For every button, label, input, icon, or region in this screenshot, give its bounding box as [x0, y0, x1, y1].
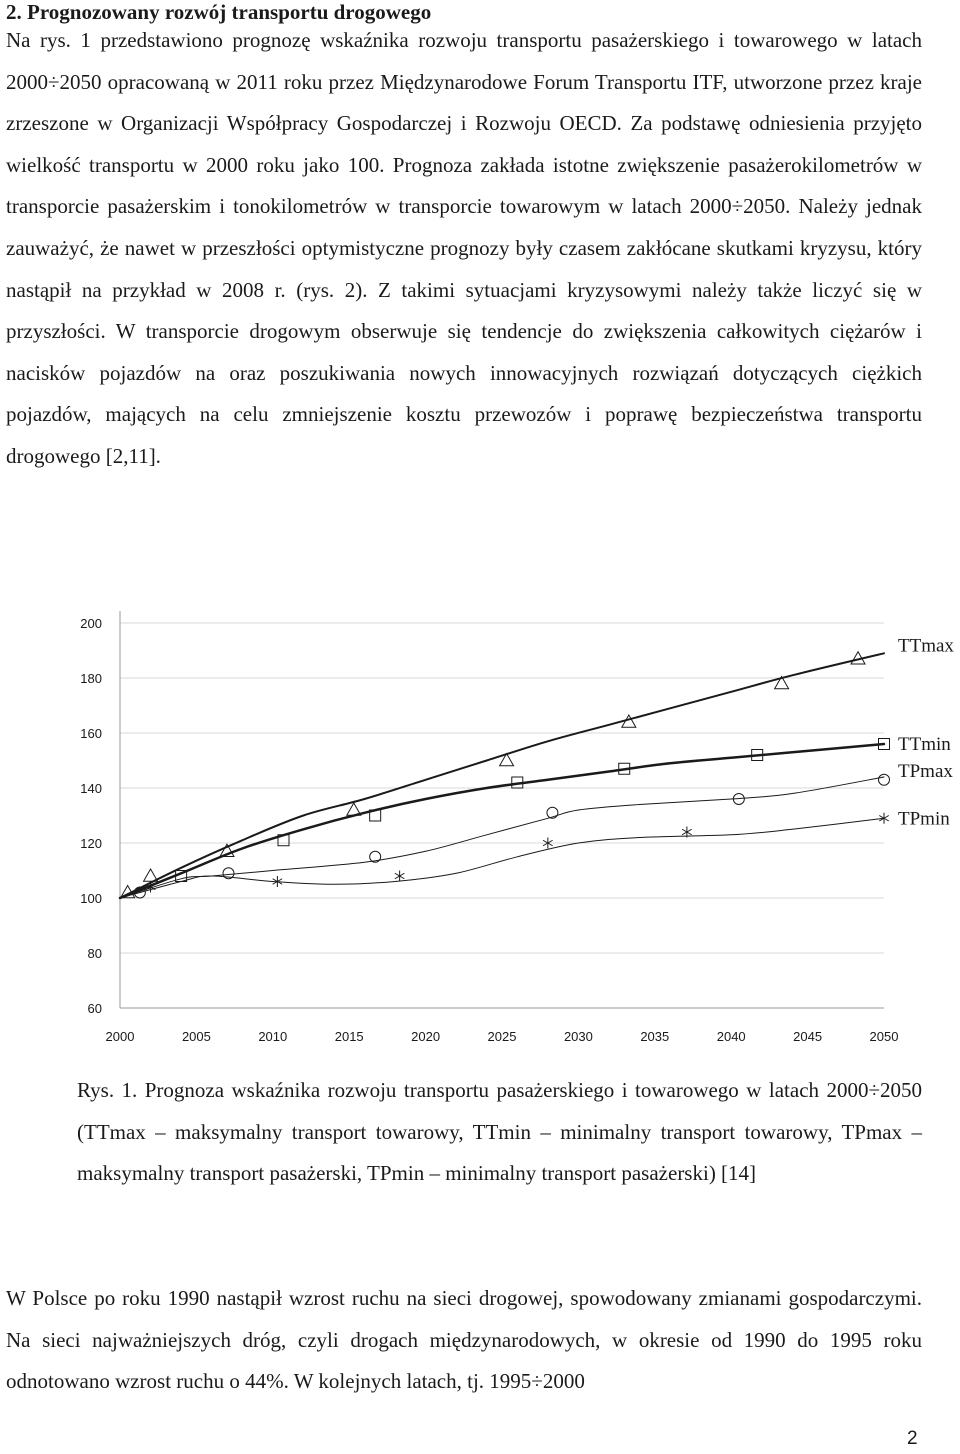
series-label-ttmax: TTmax [898, 635, 954, 657]
series-label-ttmin: TTmin [898, 734, 951, 755]
chart-labels [80, 616, 954, 1044]
x-tick-label-2040: 2040 [716, 1029, 746, 1044]
marker-tpmin-2 [395, 871, 405, 882]
x-tick-label-2035: 2035 [640, 1029, 670, 1044]
forecast-chart [0, 590, 960, 1060]
chart-series [120, 653, 884, 898]
x-tick-label-2005: 2005 [181, 1029, 211, 1044]
chart-canvas [0, 590, 960, 1060]
y-tick-label-100: 100 [80, 891, 102, 906]
body-paragraph: W Polsce po roku 1990 nastąpił wzrost ruchu na sieci drogowej, spowodowany zmianami gospodarczymi. Na sieci najważniejszych dróg, czyli drogach międzynarodowych, w okresie od 1990 do 1995 roku odnotowano wzrost ruchu o 44%. W kolejnych latach, tj. 1995÷2000 [6, 1286, 922, 1394]
y-tick-label-60: 60 [87, 1001, 102, 1016]
x-tick-label-2025: 2025 [487, 1029, 517, 1044]
series-line-tpmax [120, 777, 884, 898]
series-line-ttmin [120, 744, 884, 898]
chart-grid [120, 623, 884, 953]
y-tick-label-140: 140 [80, 781, 102, 796]
section-heading: 2. Prognozowany rozwój transportu drogowego [6, 0, 432, 24]
figure-caption: Rys. 1. Prognoza wskaźnika rozwoju transportu pasażerskiego i towarowego w latach 2000÷2050 (TTmax – maksymalny transport towarowy, TTmin – minimalny transport towarowy, TPmax – maksymalny transport pasażerski, TPmin – minimalny transport pasażerski) [14] [77, 1078, 922, 1185]
x-tick-label-2045: 2045 [793, 1029, 823, 1044]
intro-paragraph: Na rys. 1 przedstawiono prognozę wskaźnika rozwoju transportu pasażerskiego i towarowego w latach 2000÷2050 opracowaną w 2011 roku przez Międzynarodowe Forum Transportu ITF, utworzone przez kraje zrzeszone w Organizacji Współpracy Gospodarczej i Rozwoju OECD. Za podstawę odniesienia przyjęto wielkość transportu w 2000 roku jako 100. Prognoza zakłada istotne zwiększenie pasażerokilometrów w transporcie pasażerskim i tonokilometrów w transporcie towarowym w latach 2000÷2050. Należy jednak zauważyć, że nawet w przeszłości optymistyczne prognozy były czasem zakłócane skutkami kryzysu, który nastąpił na przykład w 2008 r. (rys. 2). Z takimi sytuacjami kryzysowymi należy także liczyć się w przyszłości. W transporcie drogowym obserwuje się tendencje do zwiększenia całkowitych ciężarów i nacisków pojazdów na oraz poszukiwania nowych innowacyjnych rozwiązań dotyczących ciężkich pojazdów, mających na celu zmniejszenie kosztu przewozów i poprawę bezpieczeństwa transportu drogowego [2,11]. [6, 28, 922, 468]
x-tick-label-2000: 2000 [105, 1029, 135, 1044]
x-tick-label-2015: 2015 [334, 1029, 364, 1044]
y-tick-label-200: 200 [80, 616, 102, 631]
x-tick-label-2020: 2020 [411, 1029, 441, 1044]
page-number: 2 [907, 1428, 918, 1449]
x-tick-label-2030: 2030 [563, 1029, 593, 1044]
y-tick-label-160: 160 [80, 726, 102, 741]
y-tick-label-180: 180 [80, 671, 102, 686]
chart-markers [121, 652, 890, 898]
marker-tpmax-5 [879, 774, 890, 785]
y-tick-label-120: 120 [80, 836, 102, 851]
y-tick-label-80: 80 [87, 946, 102, 961]
x-tick-label-2050: 2050 [869, 1029, 899, 1044]
x-tick-label-2010: 2010 [258, 1029, 288, 1044]
series-label-tpmax: TPmax [898, 761, 953, 782]
series-label-tpmin: TPmin [898, 808, 950, 830]
chart-axes [120, 611, 884, 1008]
